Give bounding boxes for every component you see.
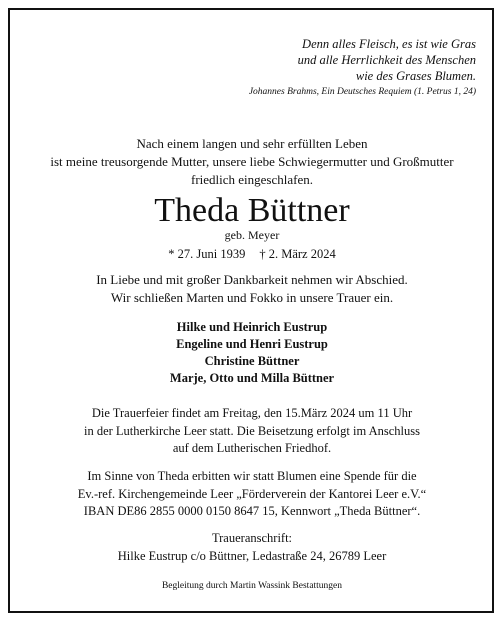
farewell-line: In Liebe und mit großer Dankbarkeit nehmen wir Abschied.: [96, 272, 408, 287]
service-line: auf dem Lutherischen Friedhof.: [172, 441, 332, 455]
deceased-name: Theda Büttner: [154, 192, 350, 229]
maiden-name: geb. Meyer: [224, 228, 280, 242]
mourner-entry: Christine Büttner: [204, 354, 300, 368]
intro-line: friedlich eingeschlafen.: [191, 172, 313, 187]
funeral-service-info: [0, 405, 504, 458]
intro-line: Nach einem langen und sehr erfüllten Leben: [136, 136, 368, 151]
address-label: Traueranschrift:: [211, 531, 293, 545]
intro-line: ist meine treusorgende Mutter, unsere liebe Schwiegermutter und Großmutter: [50, 154, 454, 169]
mourning-address: [0, 530, 504, 565]
mourner-entry: Engeline und Henri Eustrup: [176, 337, 328, 351]
service-line: in der Lutherkirche Leer statt. Die Beisetzung erfolgt im Anschluss: [83, 423, 421, 438]
life-dates: [0, 245, 504, 263]
farewell-text: [0, 271, 504, 307]
donation-line: Im Sinne von Theda erbitten wir statt Blumen eine Spende für die: [87, 469, 417, 483]
mourner-entry: Hilke und Heinrich Eustrup: [176, 320, 328, 334]
undertaker-credit: Begleitung durch Martin Wassink Bestattungen: [161, 581, 343, 591]
quote-source: Johannes Brahms, Ein Deutsches Requiem (1. Petrus 1, 24): [248, 87, 476, 97]
address-line: Hilke Eustrup c/o Büttner, Ledastraße 24, 26789 Leer: [117, 548, 387, 563]
epigraph-quote: [298, 36, 476, 84]
quote-line: wie des Grases Blumen.: [355, 69, 476, 83]
intro-text: [0, 135, 504, 189]
obituary-border: [8, 8, 494, 613]
service-line: Die Trauerfeier findet am Freitag, den 15.März 2024 um 11 Uhr: [91, 406, 413, 420]
death-date: † 2. März 2024: [259, 247, 336, 261]
farewell-line: Wir schließen Marten und Fokko in unsere Trauer ein.: [110, 290, 394, 305]
donation-line: IBAN DE86 2855 0000 0150 8647 15, Kennwort „Theda Büttner“.: [83, 504, 421, 518]
donation-info: [0, 468, 504, 521]
mourner-entry: Marje, Otto und Milla Büttner: [169, 371, 335, 385]
mourners-list: [0, 319, 504, 387]
birth-date: * 27. Juni 1939: [168, 247, 246, 261]
donation-line: Ev.-ref. Kirchengemeinde Leer „Förderverein der Kantorei Leer e.V.“: [77, 486, 427, 501]
quote-line: und alle Herrlichkeit des Menschen: [297, 53, 476, 67]
quote-line: Denn alles Fleisch, es ist wie Gras: [302, 37, 476, 51]
